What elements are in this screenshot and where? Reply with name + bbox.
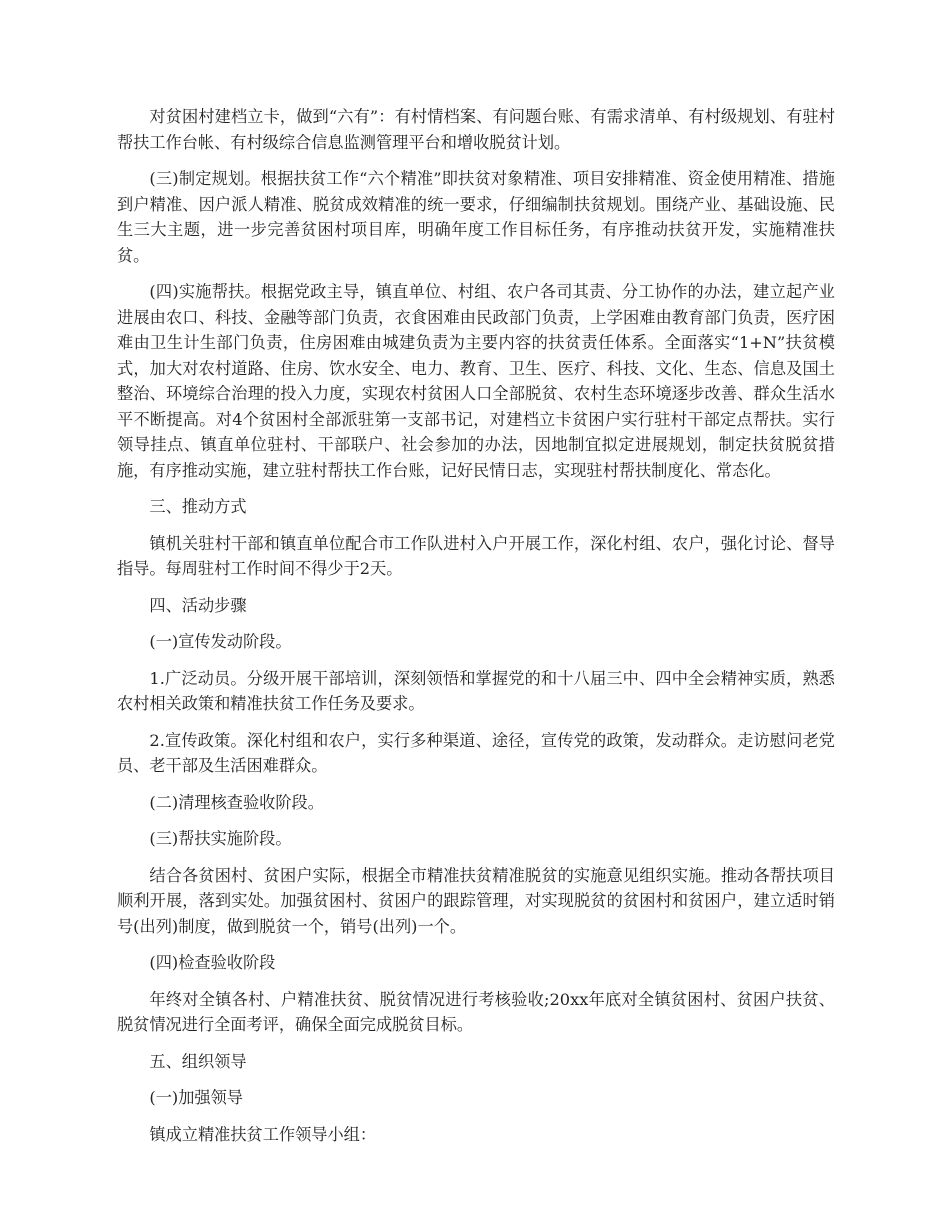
subheading-verification-stage: (二)清理核查验收阶段。 xyxy=(149,792,324,812)
section-heading-promotion-method: 三、推动方式 xyxy=(149,497,247,516)
subheading-inspection-stage: (四)检查验收阶段 xyxy=(149,953,276,972)
section-heading-activity-steps: 四、活动步骤 xyxy=(149,595,247,615)
subheading-implementation-stage: (三)帮扶实施阶段。 xyxy=(149,829,292,848)
paragraph-implement-assistance: (四)实施帮扶。根据党政主导，镇直单位、村组、农户各司其责、分工协作的办法，建立起产业进展由农口、科技、金融等部门负责，衣食困难由民政部门负责，上学困难由教育部门负责，医疗困难由卫生计生部门负责，住房困难由城建负责为主要内容的扶贫责任体系。全面落实“1+N”扶贫模式，加大对农村道路、住房、饮水安全、电力、教育、卫生、医疗、科技、文化、生态、信息及国土整治、环境综合治理的投入力度，实现农村贫困人口全部脱贫、农村生态环境逐步改善、群众生活水平不断提高。对4个贫困村全部派驻第一支部书记，对建档立卡贫困户实行驻村干部定点帮扶。实行领导挂点、镇直单位驻村、干部联户、社会参加的办法，因地制宜拟定进展规划，制定扶贫脱贫措施，有序推动实施，建立驻村帮扶工作台账，记好民情日志，实现驻村帮扶制度化、常态化。 xyxy=(117,282,835,480)
document-page xyxy=(117,104,835,1158)
paragraph-promotion-method: 镇机关驻村干部和镇直单位配合市工作队进村入户开展工作，深化村组、农户，强化讨论、督导指导。每周驻村工作时间不得少于2天。 xyxy=(117,533,835,578)
paragraph-archive-cards: 对贫困村建档立卡，做到“六有”：有村情档案、有问题台账、有需求清单、有村级规划、有驻村帮扶工作台帐、有村级综合信息监测管理平台和增收脱贫计划。 xyxy=(117,107,835,152)
paragraph-leadership-group: 镇成立精准扶贫工作领导小组： xyxy=(149,1124,377,1144)
section-heading-organization: 五、组织领导 xyxy=(149,1051,247,1071)
subheading-strengthen-leadership: (一)加强领导 xyxy=(149,1088,243,1107)
paragraph-make-plan: (三)制定规划。根据扶贫工作“六个精准”即扶贫对象精准、项目安排精准、资金使用精准、措施到户精准、因户派人精准、脱贫成效精准的统一要求，仔细编制扶贫规划。围绕产业、基础设施、民生三大主题，进一步完善贫困村项目库，明确年度工作目标任务，有序推动扶贫开发，实施精准扶贫。 xyxy=(117,169,835,265)
paragraph-inspection: 年终对全镇各村、户精准扶贫、脱贫情况进行考核验收;20xx年底对全镇贫困村、贫困户扶贫、脱贫情况进行全面考评，确保全面完成脱贫目标。 xyxy=(117,989,835,1034)
paragraph-mobilization: 1.广泛动员。分级开展干部培训，深刻领悟和掌握党的和十八届三中、四中全会精神实质，熟悉农村相关政策和精准扶贫工作任务及要求。 xyxy=(117,668,835,713)
paragraph-implementation: 结合各贫困村、贫困户实际，根据全市精准扶贫精准脱贫的实施意见组织实施。推动各帮扶项目顺利开展，落到实处。加强贫困村、贫困户的跟踪管理，对实现脱贫的贫困村和贫困户，建立适时销号(出列)制度，做到脱贫一个，销号(出列)一个。 xyxy=(117,865,835,936)
paragraph-policy-publicity: 2.宣传政策。深化村组和农户，实行多种渠道、途径，宣传党的政策，发动群众。走访慰问老党员、老干部及生活困难群众。 xyxy=(117,730,835,775)
subheading-publicity-stage: (一)宣传发动阶段。 xyxy=(149,632,292,651)
